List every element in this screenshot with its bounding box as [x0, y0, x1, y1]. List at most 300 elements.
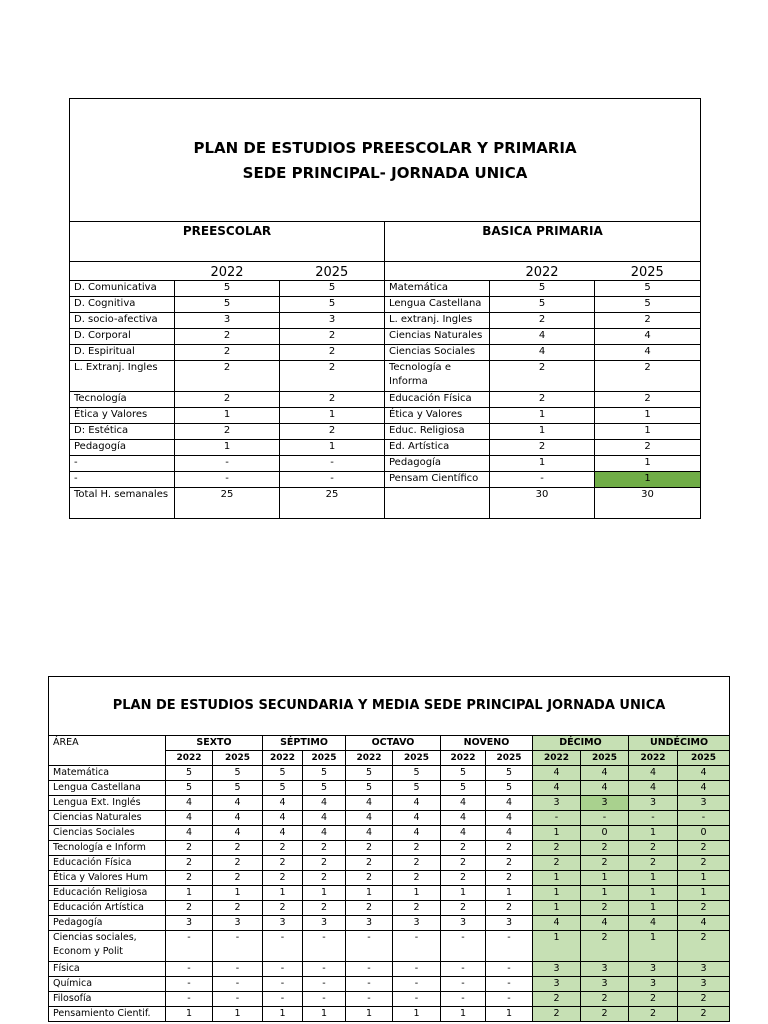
year-header: 2025 [678, 751, 730, 766]
hours-cell: 1 [629, 901, 678, 916]
hours-cell: 2 [346, 901, 393, 916]
primaria-2022-cell: 1 [490, 408, 595, 424]
hours-cell: 4 [213, 826, 263, 841]
area-cell: Tecnología e Inform [49, 841, 166, 856]
area-cell: Pedagogía [49, 916, 166, 931]
primaria-area-cell: Educación Física [385, 392, 490, 408]
hours-cell: - [263, 992, 303, 1007]
hours-cell: - [441, 931, 486, 962]
preescolar-area-cell: Tecnología [70, 392, 175, 408]
hours-cell: 3 [533, 962, 581, 977]
hours-cell: 4 [166, 826, 213, 841]
hours-cell: 1 [441, 886, 486, 901]
hours-cell: 1 [263, 886, 303, 901]
primaria-2022-cell: 4 [490, 345, 595, 361]
hours-cell: 2 [213, 856, 263, 871]
preescolar-2022-cell: 2 [175, 392, 280, 408]
primaria-area-cell: Ed. Artística [385, 440, 490, 456]
preescolar-area-cell: Ética y Valores [70, 408, 175, 424]
table-row [70, 424, 701, 440]
preescolar-2022-cell: 2 [175, 345, 280, 361]
table-row [49, 826, 730, 841]
hours-cell: 3 [303, 916, 346, 931]
hours-cell: 2 [213, 871, 263, 886]
hours-cell: 2 [393, 871, 441, 886]
hours-cell: - [346, 931, 393, 962]
hours-cell: 1 [213, 886, 263, 901]
hours-cell: - [629, 811, 678, 826]
hours-cell: 2 [441, 841, 486, 856]
hours-cell: 3 [678, 796, 730, 811]
primaria-2025-cell: 1 [595, 472, 701, 488]
primaria-table-body [70, 281, 701, 519]
hours-cell: - [213, 977, 263, 992]
year-header: 2022 [629, 751, 678, 766]
hours-cell: 3 [678, 977, 730, 992]
preescolar-2022-cell: 2 [175, 361, 280, 392]
table-row [49, 856, 730, 871]
primaria-2022-cell: 2 [490, 361, 595, 392]
preescolar-2022-cell: - [175, 456, 280, 472]
hours-cell: - [486, 931, 533, 962]
hours-cell: 5 [486, 766, 533, 781]
hours-cell: 1 [441, 1007, 486, 1022]
hours-cell: 0 [678, 826, 730, 841]
hours-cell: - [166, 977, 213, 992]
hours-cell: 2 [303, 856, 346, 871]
hours-cell: - [441, 962, 486, 977]
year-header: 2025 [213, 751, 263, 766]
hours-cell: - [166, 931, 213, 962]
primaria-area-cell: Lengua Castellana [385, 297, 490, 313]
table-row [49, 931, 730, 962]
preescolar-2022-cell: - [175, 472, 280, 488]
year-header: 2025 [303, 751, 346, 766]
preescolar-2022-cell: 1 [175, 440, 280, 456]
primaria-2025-cell: 1 [595, 456, 701, 472]
hours-cell: 5 [346, 781, 393, 796]
hours-cell: 1 [486, 1007, 533, 1022]
hours-cell: 3 [533, 796, 581, 811]
primaria-2022-cell: 30 [490, 488, 595, 519]
hours-cell: - [393, 992, 441, 1007]
preescolar-2022-cell: 2 [175, 329, 280, 345]
hours-cell: 4 [393, 826, 441, 841]
primaria-area-cell: Ética y Valores [385, 408, 490, 424]
hours-cell: 3 [581, 977, 629, 992]
hours-cell: 4 [213, 796, 263, 811]
hours-cell: 5 [213, 781, 263, 796]
hours-cell: - [303, 931, 346, 962]
hours-cell: - [393, 977, 441, 992]
hours-cell: 4 [303, 826, 346, 841]
hours-cell: - [166, 962, 213, 977]
preescolar-2025-cell: 5 [280, 297, 385, 313]
hours-cell: 2 [303, 871, 346, 886]
hours-cell: 5 [166, 781, 213, 796]
hours-cell: 2 [213, 841, 263, 856]
primaria-2025-cell: 2 [595, 440, 701, 456]
preescolar-2022-cell: 5 [175, 297, 280, 313]
hours-cell: 2 [263, 841, 303, 856]
hours-cell: 3 [581, 796, 629, 811]
hours-cell: 2 [678, 901, 730, 916]
primaria-2022-cell: 5 [490, 281, 595, 297]
hours-cell: 5 [393, 781, 441, 796]
hours-cell: 3 [629, 962, 678, 977]
hours-cell: 2 [303, 901, 346, 916]
area-cell: Ética y Valores Hum [49, 871, 166, 886]
table-row [70, 345, 701, 361]
preescolar-2022-cell: 1 [175, 408, 280, 424]
hours-cell: 4 [533, 781, 581, 796]
hours-cell: 2 [263, 901, 303, 916]
table-row [70, 297, 701, 313]
table-row [70, 456, 701, 472]
hours-cell: - [303, 962, 346, 977]
hours-cell: 4 [629, 781, 678, 796]
hours-cell: 5 [441, 781, 486, 796]
primaria-header: BASICA PRIMARIA [385, 222, 701, 262]
table-row [70, 313, 701, 329]
preescolar-2025-cell: 5 [280, 281, 385, 297]
hours-cell: 1 [263, 1007, 303, 1022]
primaria-2025-cell: 5 [595, 297, 701, 313]
table-row [49, 766, 730, 781]
hours-cell: 4 [533, 916, 581, 931]
table-row [49, 796, 730, 811]
primaria-2022-cell: 2 [490, 392, 595, 408]
preescolar-area-cell: D. Comunicativa [70, 281, 175, 297]
hours-cell: 4 [581, 916, 629, 931]
primaria-2025-cell: 5 [595, 281, 701, 297]
preescolar-2025-cell: 3 [280, 313, 385, 329]
table-row [49, 781, 730, 796]
preescolar-2025-cell: 2 [280, 345, 385, 361]
hours-cell: 1 [533, 826, 581, 841]
primaria-2022-cell: 5 [490, 297, 595, 313]
hours-cell: 2 [629, 1007, 678, 1022]
table-row [70, 488, 701, 519]
table-row [49, 962, 730, 977]
preescolar-2025-cell: 2 [280, 329, 385, 345]
hours-cell: - [303, 992, 346, 1007]
hours-cell: 4 [581, 781, 629, 796]
grade-header: NOVENO [441, 736, 533, 751]
hours-cell: 1 [581, 886, 629, 901]
hours-cell: 3 [213, 916, 263, 931]
hours-cell: - [263, 977, 303, 992]
primaria-area-cell: Ciencias Sociales [385, 345, 490, 361]
hours-cell: 4 [678, 916, 730, 931]
hours-cell: 2 [166, 856, 213, 871]
hours-cell: 4 [346, 811, 393, 826]
hours-cell: 2 [533, 992, 581, 1007]
grade-header: SEXTO [166, 736, 263, 751]
hours-cell: 1 [393, 1007, 441, 1022]
hours-cell: 5 [346, 766, 393, 781]
hours-cell: 1 [629, 826, 678, 841]
hours-cell: - [346, 977, 393, 992]
hours-cell: - [441, 977, 486, 992]
hours-cell: 3 [166, 916, 213, 931]
hours-cell: 3 [678, 962, 730, 977]
hours-cell: 1 [678, 871, 730, 886]
hours-cell: 2 [441, 871, 486, 886]
year-spacer [385, 262, 490, 281]
secundaria-title: PLAN DE ESTUDIOS SECUNDARIA Y MEDIA SEDE PRINCIPAL JORNADA UNICA [49, 677, 730, 736]
primaria-2025-cell: 4 [595, 329, 701, 345]
area-cell: Filosofía [49, 992, 166, 1007]
hours-cell: 2 [346, 856, 393, 871]
hours-cell: 2 [393, 856, 441, 871]
hours-cell: - [486, 992, 533, 1007]
secundaria-table-body [49, 766, 730, 1022]
hours-cell: 4 [213, 811, 263, 826]
hours-cell: 2 [346, 841, 393, 856]
secundaria-plan-table [48, 676, 730, 1022]
primaria-area-cell: Tecnología e Informa [385, 361, 490, 392]
hours-cell: 1 [581, 871, 629, 886]
year-header: 2025 [280, 262, 385, 281]
hours-cell: 2 [166, 901, 213, 916]
hours-cell: 2 [533, 1007, 581, 1022]
hours-cell: - [263, 931, 303, 962]
hours-cell: 2 [486, 841, 533, 856]
preescolar-2025-cell: 2 [280, 424, 385, 440]
hours-cell: 2 [581, 992, 629, 1007]
hours-cell: 1 [533, 886, 581, 901]
table-row [70, 281, 701, 297]
hours-cell: 1 [533, 931, 581, 962]
table-row [49, 811, 730, 826]
hours-cell: 2 [533, 841, 581, 856]
hours-cell: - [533, 811, 581, 826]
primaria-area-cell: Pensam Científico [385, 472, 490, 488]
hours-cell: 2 [393, 901, 441, 916]
primaria-2025-cell: 1 [595, 408, 701, 424]
hours-cell: 1 [629, 886, 678, 901]
table-row [49, 841, 730, 856]
hours-cell: - [486, 962, 533, 977]
primaria-title-line1: PLAN DE ESTUDIOS PREESCOLAR Y PRIMARIA [193, 139, 577, 157]
area-cell: Pensamiento Cientif. [49, 1007, 166, 1022]
area-cell: Educación Física [49, 856, 166, 871]
year-header: 2025 [393, 751, 441, 766]
hours-cell: 5 [303, 766, 346, 781]
hours-cell: 2 [263, 856, 303, 871]
hours-cell: 2 [441, 856, 486, 871]
hours-cell: 2 [678, 1007, 730, 1022]
hours-cell: 1 [346, 886, 393, 901]
hours-cell: 1 [678, 886, 730, 901]
year-header: 2022 [166, 751, 213, 766]
hours-cell: 1 [303, 886, 346, 901]
year-header: 2025 [595, 262, 701, 281]
area-cell: Matemática [49, 766, 166, 781]
hours-cell: 3 [346, 916, 393, 931]
table-row [49, 1007, 730, 1022]
hours-cell: 2 [581, 931, 629, 962]
hours-cell: 2 [303, 841, 346, 856]
year-header: 2022 [441, 751, 486, 766]
table-row [49, 886, 730, 901]
hours-cell: - [393, 962, 441, 977]
year-header: 2022 [263, 751, 303, 766]
hours-cell: 4 [486, 796, 533, 811]
hours-cell: 2 [213, 901, 263, 916]
table-row [49, 992, 730, 1007]
year-header: 2022 [346, 751, 393, 766]
hours-cell: 1 [629, 871, 678, 886]
primaria-area-cell: Pedagogía [385, 456, 490, 472]
preescolar-2025-cell: 25 [280, 488, 385, 519]
hours-cell: 2 [678, 841, 730, 856]
primaria-title-line2: SEDE PRINCIPAL- JORNADA UNICA [242, 164, 528, 182]
preescolar-area-cell: Total H. semanales [70, 488, 175, 519]
hours-cell: 2 [629, 856, 678, 871]
table-row [49, 977, 730, 992]
table-row [70, 440, 701, 456]
preescolar-area-cell: D. Cognitiva [70, 297, 175, 313]
primaria-2022-cell: - [490, 472, 595, 488]
primaria-area-cell [385, 488, 490, 519]
hours-cell: - [263, 962, 303, 977]
hours-cell: - [213, 931, 263, 962]
area-cell: Lengua Castellana [49, 781, 166, 796]
hours-cell: 2 [629, 992, 678, 1007]
area-cell: Educación Religiosa [49, 886, 166, 901]
hours-cell: 3 [629, 977, 678, 992]
preescolar-2022-cell: 2 [175, 424, 280, 440]
hours-cell: 4 [346, 826, 393, 841]
area-cell: Ciencias Sociales [49, 826, 166, 841]
primaria-area-cell: L. extranj. Ingles [385, 313, 490, 329]
preescolar-area-cell: D: Estética [70, 424, 175, 440]
preescolar-2025-cell: 2 [280, 361, 385, 392]
preescolar-2025-cell: - [280, 456, 385, 472]
year-header: 2022 [175, 262, 280, 281]
hours-cell: 4 [629, 766, 678, 781]
primaria-area-cell: Matemática [385, 281, 490, 297]
primaria-2022-cell: 4 [490, 329, 595, 345]
hours-cell: 2 [678, 856, 730, 871]
year-spacer [70, 262, 175, 281]
hours-cell: 1 [629, 931, 678, 962]
area-cell: Física [49, 962, 166, 977]
hours-cell: 0 [581, 826, 629, 841]
hours-cell: 4 [166, 796, 213, 811]
table-row [70, 361, 701, 392]
hours-cell: 1 [166, 886, 213, 901]
area-cell: Química [49, 977, 166, 992]
hours-cell: 4 [441, 826, 486, 841]
hours-cell: 3 [441, 916, 486, 931]
preescolar-header: PREESCOLAR [70, 222, 385, 262]
hours-cell: 1 [533, 871, 581, 886]
table-row [70, 408, 701, 424]
hours-cell: 4 [346, 796, 393, 811]
grade-header: UNDÉCIMO [629, 736, 730, 751]
hours-cell: 4 [581, 766, 629, 781]
primaria-2025-cell: 2 [595, 313, 701, 329]
hours-cell: 2 [486, 856, 533, 871]
preescolar-area-cell: L. Extranj. Ingles [70, 361, 175, 392]
hours-cell: 5 [441, 766, 486, 781]
primaria-2022-cell: 1 [490, 456, 595, 472]
hours-cell: 4 [486, 811, 533, 826]
hours-cell: 5 [213, 766, 263, 781]
table-row [70, 472, 701, 488]
hours-cell: 2 [486, 901, 533, 916]
preescolar-2025-cell: 1 [280, 440, 385, 456]
preescolar-area-cell: Pedagogía [70, 440, 175, 456]
hours-cell: 5 [166, 766, 213, 781]
table-row [49, 871, 730, 886]
primaria-title [70, 99, 701, 222]
hours-cell: - [213, 962, 263, 977]
hours-cell: 1 [393, 886, 441, 901]
hours-cell: 5 [263, 766, 303, 781]
hours-cell: - [346, 962, 393, 977]
preescolar-2025-cell: 2 [280, 392, 385, 408]
hours-cell: 2 [581, 1007, 629, 1022]
hours-cell: 4 [533, 766, 581, 781]
hours-cell: 2 [581, 856, 629, 871]
year-header: 2025 [581, 751, 629, 766]
hours-cell: 4 [629, 916, 678, 931]
hours-cell: 5 [303, 781, 346, 796]
table-row [70, 392, 701, 408]
hours-cell: 4 [303, 796, 346, 811]
hours-cell: 2 [533, 856, 581, 871]
hours-cell: 3 [486, 916, 533, 931]
hours-cell: 2 [678, 931, 730, 962]
preescolar-area-cell: - [70, 472, 175, 488]
primaria-2025-cell: 2 [595, 361, 701, 392]
hours-cell: 1 [166, 1007, 213, 1022]
hours-cell: - [441, 992, 486, 1007]
year-header: 2022 [490, 262, 595, 281]
hours-cell: 3 [263, 916, 303, 931]
primaria-area-cell: Educ. Religiosa [385, 424, 490, 440]
primaria-area-cell: Ciencias Naturales [385, 329, 490, 345]
preescolar-area-cell: D. Corporal [70, 329, 175, 345]
hours-cell: 5 [263, 781, 303, 796]
primaria-2022-cell: 2 [490, 440, 595, 456]
area-cell: Educación Artística [49, 901, 166, 916]
table-row [49, 901, 730, 916]
grade-header: DÉCIMO [533, 736, 629, 751]
hours-cell: 4 [486, 826, 533, 841]
hours-cell: 3 [393, 916, 441, 931]
primaria-plan-table [69, 98, 701, 519]
primaria-2025-cell: 1 [595, 424, 701, 440]
grade-header: SÉPTIMO [263, 736, 346, 751]
hours-cell: 2 [441, 901, 486, 916]
preescolar-area-cell: D. socio-afectiva [70, 313, 175, 329]
hours-cell: - [678, 811, 730, 826]
preescolar-2022-cell: 5 [175, 281, 280, 297]
table-row [70, 329, 701, 345]
year-header: 2025 [486, 751, 533, 766]
hours-cell: 4 [263, 796, 303, 811]
hours-cell: - [213, 992, 263, 1007]
hours-cell: 4 [441, 796, 486, 811]
hours-cell: 2 [393, 841, 441, 856]
hours-cell: 3 [581, 962, 629, 977]
preescolar-area-cell: D. Espiritual [70, 345, 175, 361]
